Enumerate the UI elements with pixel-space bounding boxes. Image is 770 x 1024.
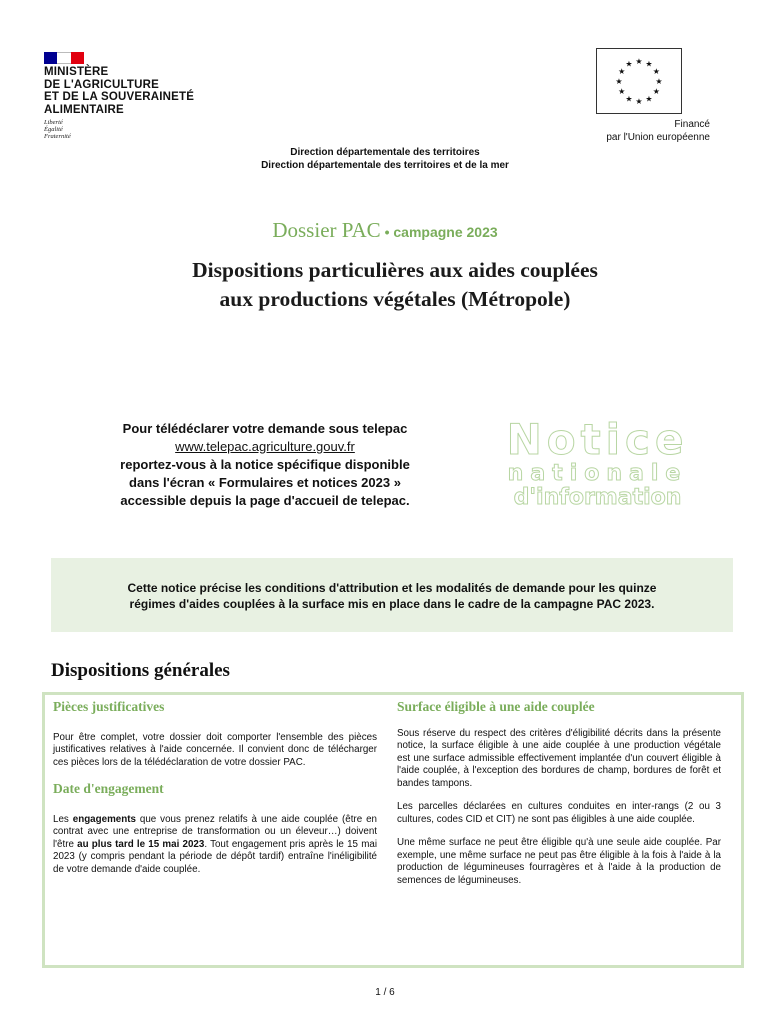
ministry-name-line: ET DE LA SOUVERAINETÉ: [44, 91, 195, 103]
date-text: [53, 814, 377, 877]
eu-star-icon: ★: [652, 87, 660, 96]
notice-word: Notice: [506, 415, 689, 464]
republic-motto: [44, 119, 244, 140]
document-title: [0, 256, 770, 314]
date-text-part: Les: [53, 813, 73, 825]
telepac-line: dans l'écran « Formulaires et notices 2023 »: [129, 475, 401, 490]
eu-star-icon: ★: [652, 67, 660, 76]
left-column: [53, 701, 377, 876]
eu-star-icon: ★: [655, 77, 663, 86]
right-column: [397, 701, 721, 887]
eu-caption-line: par l'Union européenne: [606, 132, 710, 143]
direction-line: Direction départementale des territoires: [290, 147, 480, 158]
dossier-label: [0, 218, 770, 243]
ministry-name: [44, 66, 244, 116]
eligible-surface-p2: Les parcelles déclarées en cultures conduites en inter-rangs (2 ou 3 cultures, codes CID et CIT) ne sont pas éligibles à une aide couplée.: [397, 801, 721, 825]
eligible-surface-p1: Sous réserve du respect des critères d'éligibilité décrits dans la présente notice, la surface éligible à une aide couplée à une production végétale est une surface admissible effectivement implantée d'un couvert éligible à l'aide couplée, à l'exception des bordures de champ, bordures de forêt et bandes tampons.: [397, 727, 721, 789]
dossier-campaign: • campagne 2023: [380, 224, 498, 240]
ministry-name-line: MINISTÈRE: [44, 66, 109, 78]
motto-line: Liberté: [44, 119, 63, 126]
date-text-bold: au plus tard le 15 mai 2023: [77, 838, 205, 850]
dossier-title: Dossier PAC: [272, 218, 381, 242]
eu-stars-icon: [597, 49, 681, 113]
eu-star-icon: ★: [625, 59, 633, 69]
eu-star-icon: ★: [625, 94, 633, 104]
telepac-line: reportez-vous à la notice spécifique disponible: [120, 457, 410, 472]
info-line: régimes d'aides couplées à la surface mis en place dans le cadre de la campagne PAC 2023.: [129, 597, 655, 611]
eu-funding-caption: [560, 118, 710, 144]
telepac-instructions: [80, 420, 450, 510]
telepac-link[interactable]: www.telepac.agriculture.gouv.fr: [175, 439, 355, 454]
direction-line: Direction départementale des territoires et de la mer: [261, 160, 509, 171]
marianne-flag-icon: [44, 52, 84, 64]
ministry-name-line: ALIMENTAIRE: [44, 103, 124, 116]
notice-badge: [500, 415, 695, 510]
pieces-text: Pour être complet, votre dossier doit comporter l'ensemble des pièces justificatives relatives à l'aide concernée. Il convient donc de télécharger ces pièces lors de la télédéclaration de votre dossier PAC.: [53, 731, 377, 768]
page-number: 1 / 6: [375, 987, 395, 998]
date-text-part: que vous prenez relatifs à une aide couplée (être en contrat avec une entreprise de transformation ou un éleveur…) doivent l'être: [53, 813, 377, 850]
date-heading: Date d'engagement: [53, 781, 164, 796]
telepac-line: Pour télédéclarer votre demande sous telepac: [122, 421, 408, 436]
general-provisions-box: [42, 692, 744, 968]
date-text-part: . Tout engagement pris après le 15 mai 2023 (y compris pendant la période de dépôt tardif) entraîne l'inéligibilité de votre demande d'aide couplée.: [53, 838, 377, 875]
notice-word-information: d'information: [513, 485, 682, 510]
motto-line: Égalité: [44, 126, 63, 133]
eu-star-icon: ★: [618, 67, 626, 76]
eu-star-icon: ★: [645, 59, 653, 69]
eu-caption-line: Financé: [674, 119, 710, 130]
eu-star-icon: ★: [635, 97, 643, 106]
ministry-logo: [44, 52, 244, 140]
info-text: [51, 580, 733, 612]
title-line: Dispositions particulières aux aides couplées: [192, 258, 598, 282]
eu-flag-icon: [596, 48, 682, 114]
eu-star-icon: ★: [615, 77, 623, 86]
notice-word-nationale: nationale: [507, 461, 688, 486]
motto-line: Fraternité: [44, 133, 71, 140]
date-text-bold: engagements: [72, 813, 136, 825]
eu-star-icon: ★: [618, 87, 626, 96]
eu-star-icon: ★: [645, 94, 653, 104]
direction-header: [0, 146, 770, 172]
info-line: Cette notice précise les conditions d'attribution et les modalités de demande pour les quinze: [127, 581, 657, 595]
eligible-surface-p3: Une même surface ne peut être éligible qu'à une seule aide couplée. Par exemple, une même surface ne peut pas être éligible à la fois à l'aide à la production de légumineuses fourragères et à l'aide à la production de semences de légumineuses.: [397, 837, 721, 886]
pieces-heading: Pièces justificatives: [53, 699, 165, 714]
eu-star-icon: ★: [635, 57, 643, 66]
section-title: Dispositions générales: [51, 660, 230, 681]
telepac-line: accessible depuis la page d'accueil de telepac.: [120, 493, 410, 508]
title-line: aux productions végétales (Métropole): [219, 287, 571, 311]
ministry-name-line: DE L'AGRICULTURE: [44, 78, 159, 91]
eligible-surface-heading: Surface éligible à une aide couplée: [397, 699, 595, 714]
